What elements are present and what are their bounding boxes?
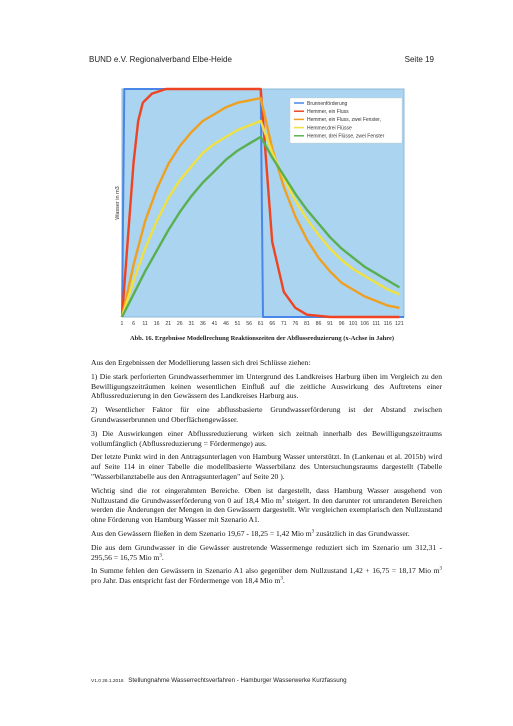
x-tick-label: 116 <box>383 321 392 327</box>
x-tick-label: 41 <box>211 321 218 327</box>
chart <box>112 86 412 331</box>
legend-label-5: Hemmer, drei Flüsse, zwei Fenster <box>307 133 385 140</box>
header-left: BUND e.V. Regionalverband Elbe-Heide <box>89 55 232 64</box>
x-tick-label: 21 <box>165 321 172 327</box>
x-tick-label: 6 <box>132 321 136 327</box>
legend <box>290 98 402 143</box>
x-tick-label: 11 <box>142 321 148 327</box>
x-tick-label: 31 <box>188 321 195 327</box>
x-tick-label: 51 <box>234 321 241 327</box>
x-tick-label: 101 <box>348 321 358 327</box>
x-tick-label: 66 <box>269 321 276 327</box>
paragraph-7: Die aus dem Grundwasser in die Gewässer austretende Wassermenge reduziert sich im Szenario um 312,31 - 295,56 = 16,75 Mio $m^3$. <box>91 542 442 562</box>
footer-version: V1.0 26.1.2016 <box>91 679 124 684</box>
x-tick-label: 46 <box>223 321 229 327</box>
x-tick-label: 26 <box>176 321 183 327</box>
x-tick-label: 71 <box>280 321 287 327</box>
paragraph-5: Wichtig sind die rot eingerahmten Bereiche. Oben ist dargestellt, dass Hamburg Wasser ausgehend von Nullzustand die Grundwasserförderung von 0 auf 18,4 Mio $m^3$ steigert. In den darunter rot umrandeten Bereichen werden die Änderungen der Mengen in den Gewässern dargestellt. Wir vergleichen exemplarisch den Nullzustand ohne Förderung von Hamburg Wasser mit Szenario A1. <box>91 485 442 525</box>
x-tick-label: 96 <box>338 321 345 327</box>
paragraph-intro: Aus den Ergebnissen der Modellierung lassen sich drei Schlüsse ziehen: <box>91 358 311 367</box>
paragraph-6: Aus den Gewässern fließen in dem Szenario 19,67 - 18,25 = 1,42 Mio $m^3$ zusätzlich in das Grundwasser. <box>91 528 410 538</box>
x-tick-label: 86 <box>315 321 322 327</box>
figure-caption: Abb. 16. Ergebnisse Modellrechung Reaktionszeiten der Abflussreduzierung (x-Achse in Jahre) <box>129 335 395 342</box>
paragraph-2: 2) Wesentlicher Faktor für eine abflussbasierte Grundwasserförderung ist der Abstand zwischen Grundwasserbrunnen und Oberflächengewässer. <box>91 405 442 424</box>
footer <box>91 677 347 684</box>
paragraph-1: 1) Die stark perforierten Grundwasserhemmer im Untergrund des Landkreises Harburg üben im Vergleich zu den Bewilligungszeiträumen keinen wesentlichen Einfluß auf die zeitliche Auswirkung des Auftretens einer Abflussreduzierung in den Gewässern des Landkreises Harburg aus. <box>91 371 442 401</box>
body-text <box>91 358 442 590</box>
x-tick-label: 56 <box>246 321 253 327</box>
x-tick-label: 1 <box>120 321 124 327</box>
x-tick-label: 106 <box>360 321 370 327</box>
page-number: Seite 19 <box>404 55 434 64</box>
x-tick-label: 36 <box>200 321 206 327</box>
y-axis-label: Wasser in m3 <box>115 186 121 220</box>
x-axis <box>121 321 404 327</box>
footer-text: Stellungnahme Wasserrechtsverfahren - Hamburger Wasserwerke Kurzfassung <box>128 677 347 684</box>
x-tick-label: 76 <box>292 321 299 327</box>
x-tick-label: 91 <box>327 321 333 327</box>
legend-label-4: Hemmer,drei Flüsse <box>307 125 352 132</box>
paragraph-3: 3) Die Auswirkungen einer Abflussreduzierung wirken sich zeitnah innerhalb des Bewilligungszeitraums vollumfänglich (Abflussreduzierung = Fördermenge) aus. <box>91 428 442 448</box>
x-tick-label: 121 <box>395 321 404 327</box>
x-tick-label: 81 <box>304 321 310 327</box>
paragraph-4: Der letzte Punkt wird in den Antragsunterlagen von Hamburg Wasser unterstützt. In (Lankenau et al. 2015b) wird auf Seite 114 in einer Tabelle die modellbasierte Wasserbilanz des Untersuchungsraums dargestellt (Tabelle "Wasserbilanztabelle aus den Antragsunterlagen" auf Seite 20 ). <box>91 452 442 481</box>
legend-label-1: Brunnenförderung <box>307 100 348 107</box>
legend-label-3: Hemmer, ein Fluss, zwei Fenster, <box>307 117 381 124</box>
x-tick-label: 111 <box>372 321 381 327</box>
paragraph-8: In Summe fehlen den Gewässern in Szenario A1 also gegenüber dem Nullzustand 1,42 + 16,75 = 18,17 Mio $m^3$ pro Jahr. Das entspricht fast der Fördermenge von 18,4 Mio $m^3$. <box>91 566 442 586</box>
x-tick-label: 61 <box>257 321 264 327</box>
legend-label-2: Hemmer, ein Fluss <box>307 109 349 115</box>
x-tick-label: 16 <box>153 321 160 327</box>
